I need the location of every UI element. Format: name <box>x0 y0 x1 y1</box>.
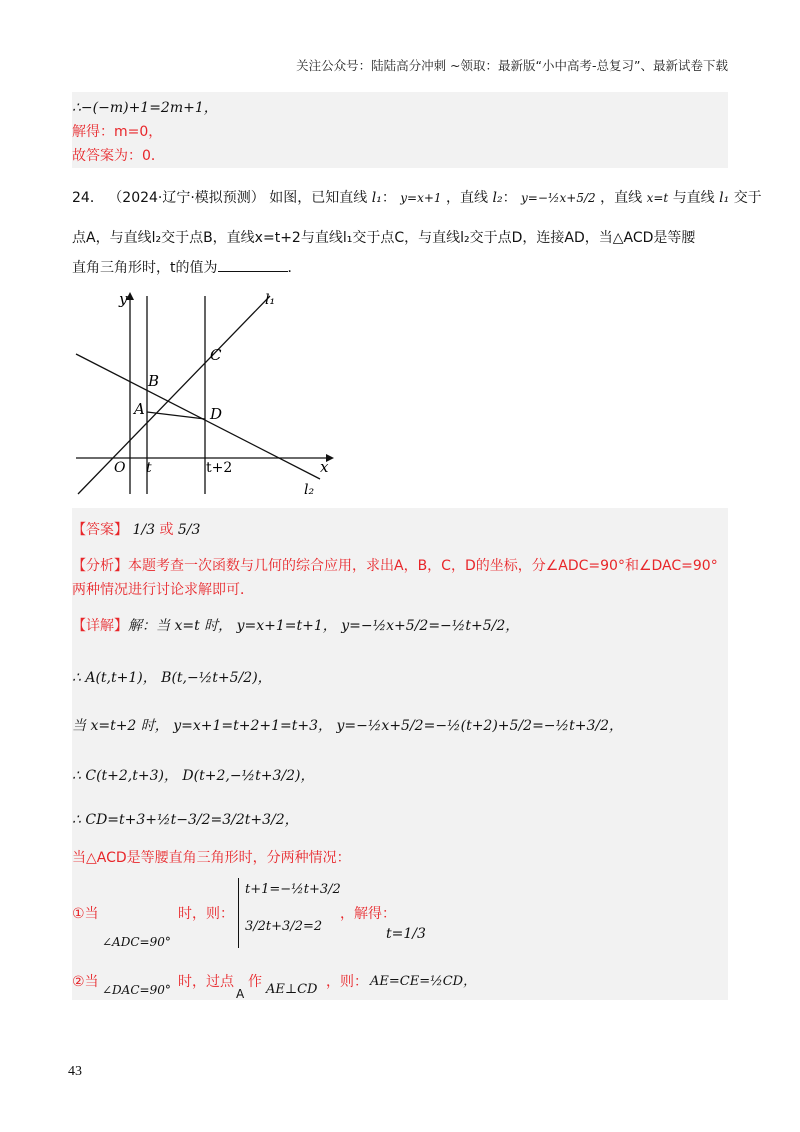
system-eq-2: 3/2t+3/2=2 <box>245 919 323 934</box>
answer-or: 或 <box>159 522 174 538</box>
l1-symbol: l₁ <box>371 190 382 206</box>
angle-DAC: ∠DAC=90° <box>102 983 171 997</box>
case-2-label: ②当 <box>72 974 99 990</box>
case-2-draw: 作 <box>248 974 262 990</box>
page-header: 关注公众号：陆陆高分冲刺 ~领取：最新版“小中高考-总复习”、最新试卷下载 <box>296 58 728 73</box>
detail-line-5: ∴ CD=t+3+½t−3/2=3/2t+3/2， <box>72 812 299 828</box>
answer-value-2: 5/3 <box>177 522 201 538</box>
question-text: 交于 <box>733 190 762 206</box>
question-text: ． <box>287 260 302 276</box>
perpendicular-AE: AE⊥CD <box>266 982 318 997</box>
page-number: 43 <box>68 1064 82 1079</box>
case-2-then-2: ，则： <box>326 974 368 990</box>
label-C: C <box>210 346 222 364</box>
case-2-then: 时，过点 <box>178 974 234 990</box>
case-1-system <box>238 878 341 948</box>
question-line-2: 点A，与直线l₂交于点B，直线x=t+2与直线l₁交于点C，与直线l₂交于点D，连接AD，当△ACD是等腰 <box>72 230 696 246</box>
detail-line-2: ∴ A(t,t+1)， B(t,−½t+5/2)， <box>72 670 272 686</box>
prev-line-3: 故答案为：0． <box>72 148 165 164</box>
detail-text: 解：当 x=t 时， y=x+1=t+1， y=−½x+5/2=−½t+5/2， <box>128 618 520 634</box>
question-text: 直角三角形时，t的值为 <box>72 260 218 276</box>
answer-line <box>72 520 200 540</box>
case-2-equation: AE=CE=½CD， <box>370 974 477 989</box>
case-1-solve: ，解得： <box>340 906 396 922</box>
detail-line-3: 当 x=t+2 时， y=x+1=t+2+1=t+3， y=−½x+5/2=−½(t+2)+5/2=−½t+3/2， <box>72 718 623 734</box>
question-text: ，直线 <box>600 190 643 206</box>
l2-symbol: l₂ <box>492 190 503 206</box>
detail-tag: 【详解】 <box>72 618 128 634</box>
question-text: ，直线 <box>446 190 489 206</box>
question-text: 与直线 <box>672 190 715 206</box>
label-D: D <box>210 405 223 423</box>
label-y: y <box>119 290 128 308</box>
case-1-label: ①当 <box>72 906 99 922</box>
system-eq-1: t+1=−½t+3/2 <box>245 882 341 897</box>
line-l1 <box>78 296 270 494</box>
question-text: 如图，已知直线 <box>269 190 368 206</box>
label-x: x <box>320 458 329 476</box>
case-2-line <box>72 972 99 992</box>
label-B: B <box>148 372 160 390</box>
l2-equation: y=−½x+5/2 <box>521 191 596 205</box>
label-origin: O <box>114 460 126 476</box>
label-l1: l₁ <box>265 292 276 308</box>
point-A: A <box>236 987 245 1001</box>
label-t: t <box>146 460 152 476</box>
l1-equation: y=x+1 <box>400 191 442 205</box>
angle-ADC: ∠ADC=90° <box>102 935 171 949</box>
case-1-line <box>72 904 99 924</box>
question-number: 24． <box>72 190 104 206</box>
answer-value-1: 1/3 <box>132 522 155 538</box>
x-equals-t: x=t <box>646 191 669 205</box>
answer-blank <box>218 271 288 272</box>
prev-line-2: 解得：m=0， <box>72 124 163 140</box>
label-A: A <box>134 400 145 418</box>
case-1-then: 时，则： <box>178 906 234 922</box>
question-line-3 <box>72 258 302 278</box>
l1-symbol: l₁ <box>719 190 730 206</box>
analysis-line-1 <box>72 556 718 576</box>
analysis-line-2: 两种情况进行讨论求解即可． <box>72 582 254 598</box>
analysis-tag: 【分析】 <box>72 558 128 574</box>
question-source: （2024·辽宁·模拟预测） <box>108 190 265 206</box>
label-l2: l₂ <box>304 482 315 498</box>
case-1-result: t=1/3 <box>386 926 426 942</box>
label-t-plus-2: t+2 <box>206 460 233 476</box>
answer-tag: 【答案】 <box>72 522 128 538</box>
line-l2 <box>76 354 320 479</box>
prev-line-1: ∴−(−m)+1=2m+1， <box>72 100 218 116</box>
detail-line-6: 当△ACD是等腰直角三角形时，分两种情况： <box>72 850 351 866</box>
question-line-1: 24． （2024·辽宁·模拟预测） 如图，已知直线 l₁： y=x+1 ，直线 l₂： y=−½x+5/2 ，直线 x=t 与直线 l₁ 交于 <box>72 190 762 206</box>
detail-line-1 <box>72 616 519 636</box>
coordinate-figure <box>72 284 342 500</box>
analysis-text: 本题考查一次函数与几何的综合应用，求出A，B，C，D的坐标，分∠ADC=90°和∠DAC=90° <box>128 558 718 574</box>
detail-line-4: ∴ C(t+2,t+3)， D(t+2,−½t+3/2)， <box>72 768 315 784</box>
